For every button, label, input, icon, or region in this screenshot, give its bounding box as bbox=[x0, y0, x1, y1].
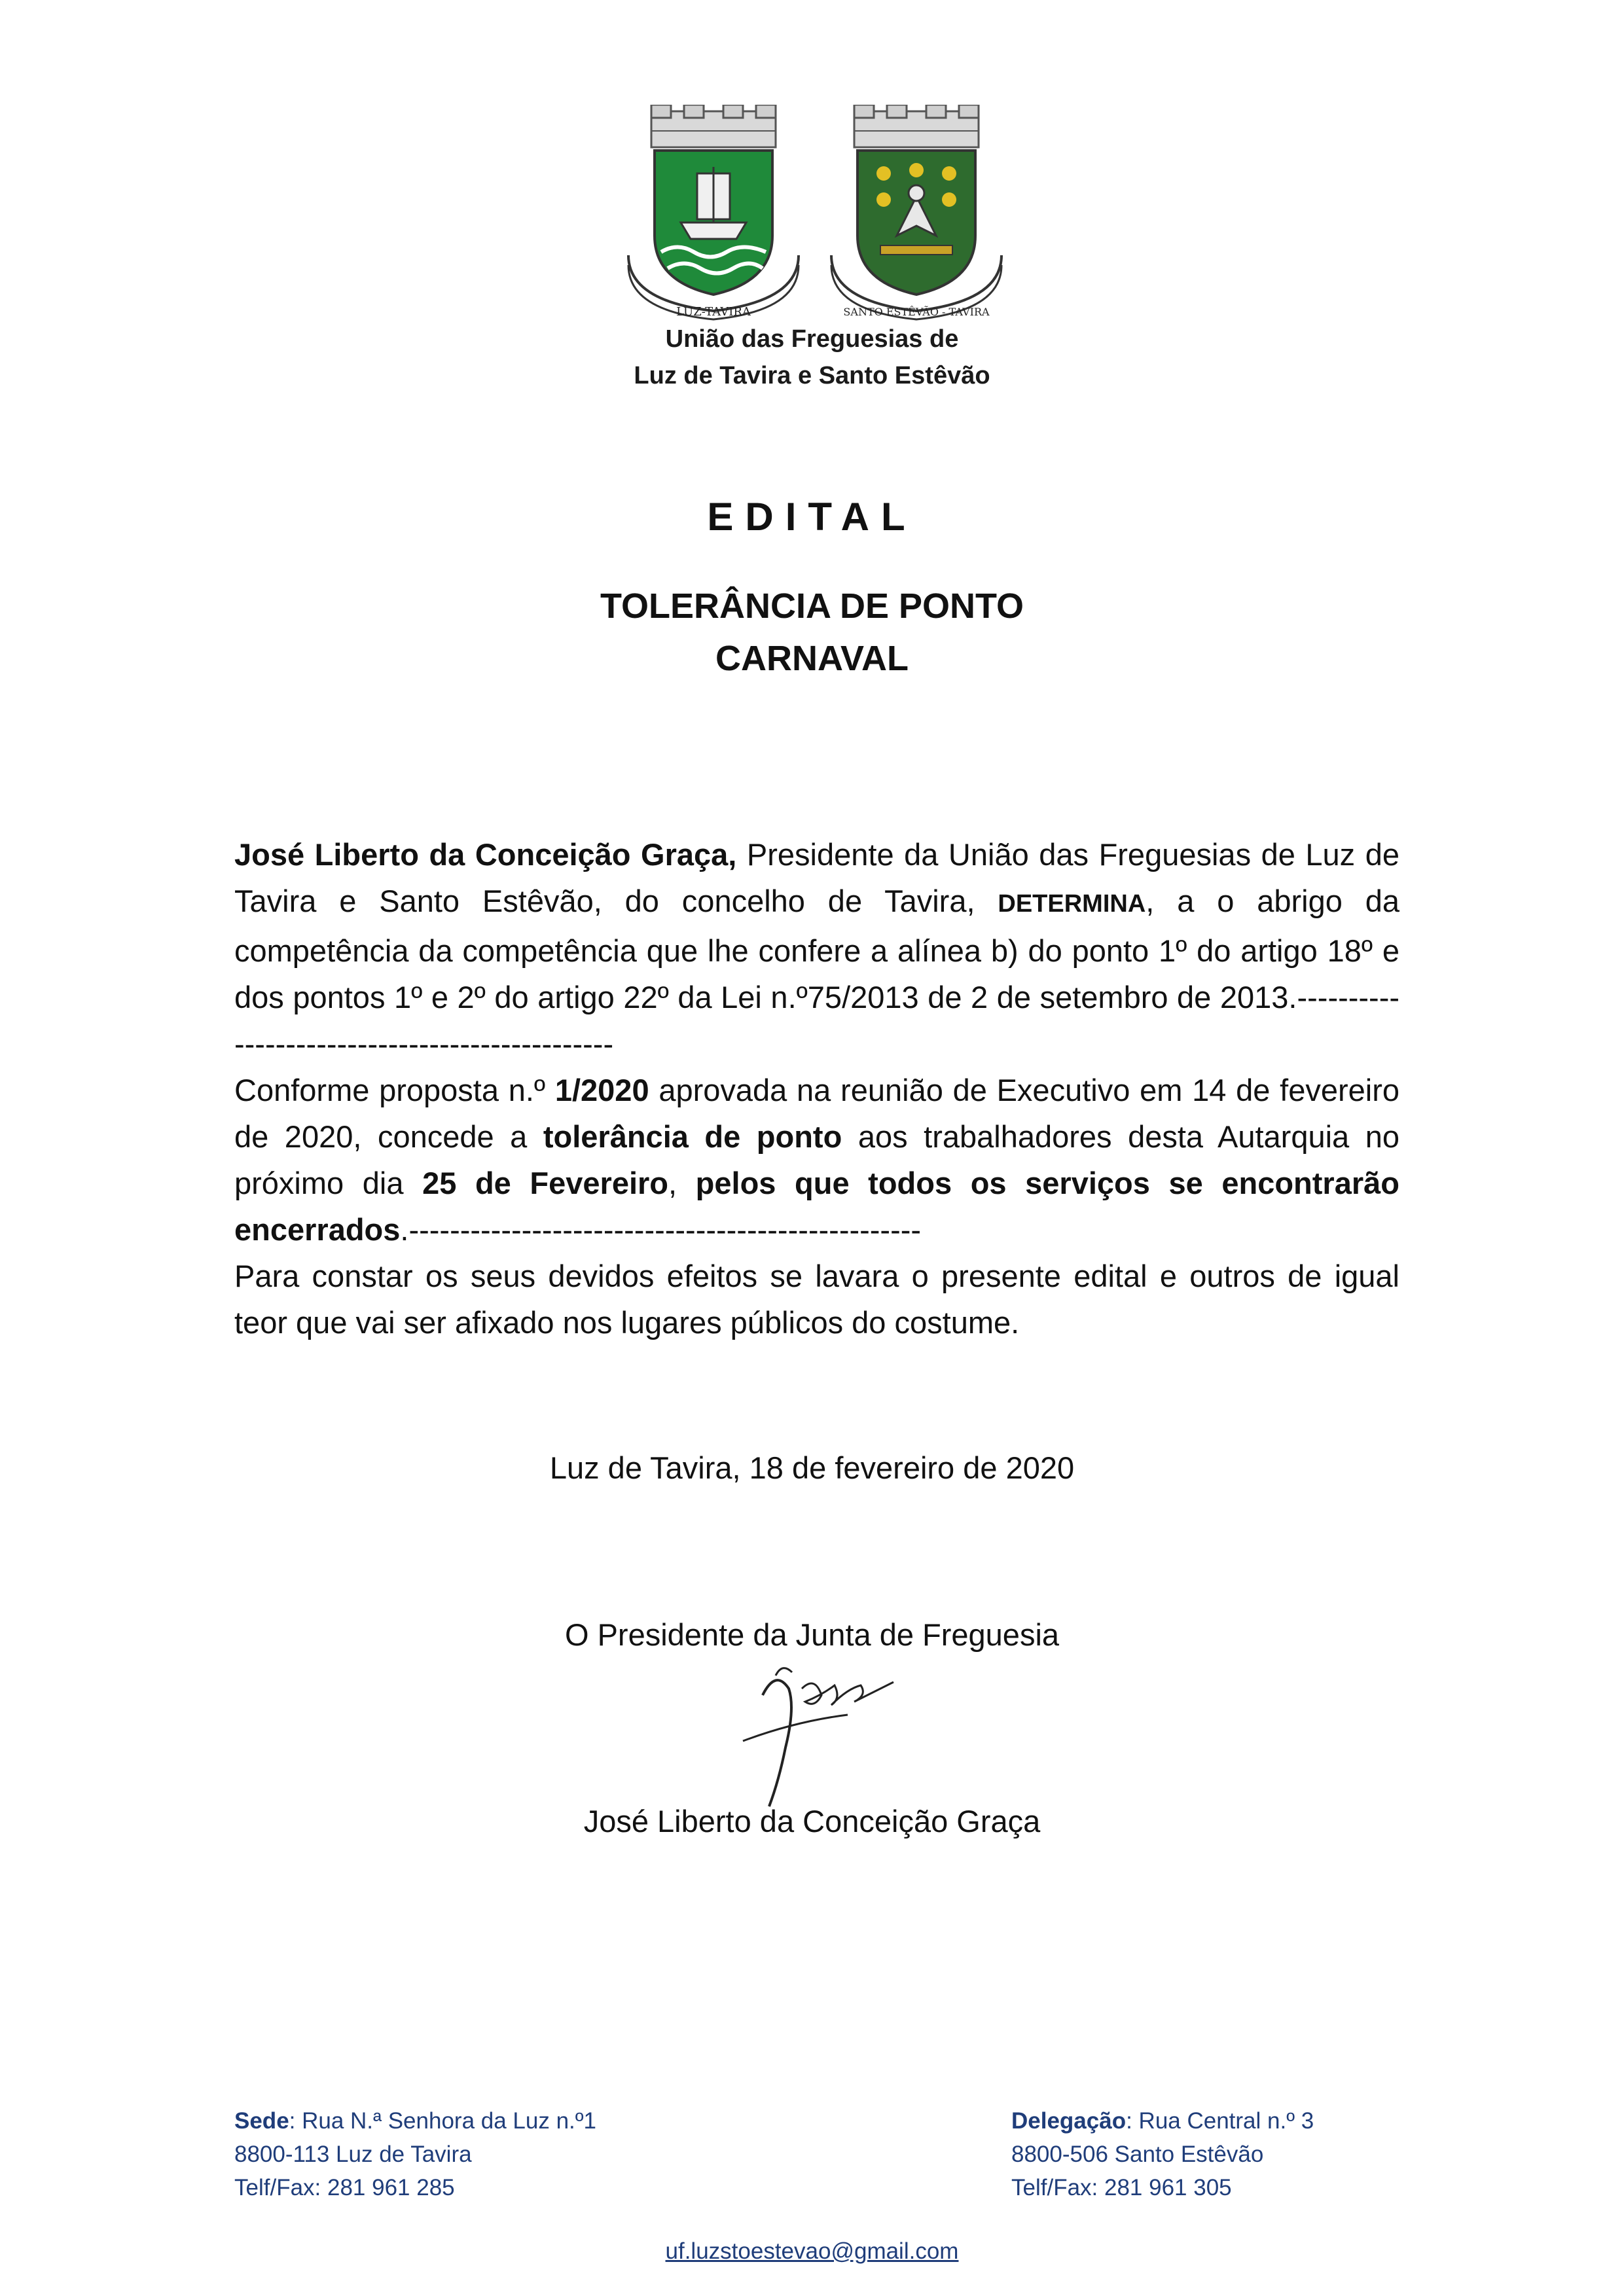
footer-address-line: Sede: Rua N.ª Senhora da Luz n.º1 bbox=[234, 2108, 597, 2134]
svg-text:SANTO ESTÊVÃO - TAVIRA: SANTO ESTÊVÃO - TAVIRA bbox=[843, 306, 990, 318]
document-subtitle-line2: CARNAVAL bbox=[715, 639, 909, 678]
paragraph-text: Presidente da União das Freguesias de Luz de Tavira e Santo Estêvão, do concelho de Tavira, bbox=[234, 837, 1399, 918]
email-link[interactable]: uf.luzstoestevao@gmail.com bbox=[665, 2238, 959, 2264]
paragraph-text: Conforme proposta n.º bbox=[234, 1073, 555, 1107]
footer-label: Delegação bbox=[1011, 2108, 1127, 2134]
footer-phone-line: Telf/Fax: 281 961 285 bbox=[234, 2175, 455, 2200]
footer-headquarters bbox=[234, 2104, 596, 2204]
footer-label: Sede bbox=[234, 2108, 289, 2134]
tolerance-term: tolerância de ponto bbox=[543, 1119, 842, 1154]
coats-of-arms bbox=[615, 105, 1021, 321]
president-name: José Liberto da Conceição Graça, bbox=[234, 837, 737, 872]
organization-name-line2: Luz de Tavira e Santo Estêvão bbox=[634, 362, 990, 389]
paragraph-text: , bbox=[668, 1166, 696, 1200]
signatory-title: O Presidente da Junta de Freguesia bbox=[564, 1617, 1060, 1652]
paragraph-text: aprovada na reunião de Executivo em 14 de fevereiro de 2020, concede a bbox=[234, 1073, 1399, 1154]
footer-email-row bbox=[0, 2238, 1624, 2265]
document-title: EDITAL bbox=[707, 495, 917, 539]
luz-tavira-crest-icon bbox=[615, 105, 812, 321]
determina-keyword: DETERMINA bbox=[998, 890, 1146, 918]
paragraph-publication: Para constar os seus devidos efeitos se lavara o presente edital e outros de igual teor que vai ser afixado nos lugares públicos do costume. bbox=[234, 1259, 1399, 1340]
santo-estevao-crest-icon bbox=[818, 105, 1015, 321]
tolerance-date: 25 de Fevereiro bbox=[422, 1166, 669, 1200]
organization-name-line1: União das Freguesias de bbox=[665, 325, 959, 353]
footer-postal-line: 8800-113 Luz de Tavira bbox=[234, 2142, 472, 2167]
services-closed-notice: pelos que todos os serviços se encontrarão encerrados bbox=[234, 1166, 1399, 1247]
paragraph-text: .-------------------------------------------------- bbox=[400, 1212, 922, 1247]
footer-postal-line: 8800-506 Santo Estêvão bbox=[1011, 2142, 1264, 2167]
signatory-name: José Liberto da Conceição Graça bbox=[583, 1804, 1041, 1839]
paragraph-determination bbox=[234, 831, 1399, 1067]
footer-address-line: Delegação: Rua Central n.º 3 bbox=[1011, 2108, 1314, 2134]
document-body bbox=[234, 831, 1399, 1346]
svg-text:LUZ-TAVIRA: LUZ-TAVIRA bbox=[676, 305, 751, 319]
place-and-date: Luz de Tavira, 18 de fevereiro de 2020 bbox=[549, 1450, 1075, 1485]
proposal-number: 1/2020 bbox=[554, 1073, 649, 1107]
paragraph-proposal bbox=[234, 1067, 1399, 1253]
document-subtitle-line1: TOLERÂNCIA DE PONTO bbox=[600, 586, 1024, 626]
paragraph-text: , a o abrigo da competência da competência que lhe confere a alínea b) do ponto 1º do artigo 18º e dos pontos 1º e 2º do artigo 22º da Lei n.º75/2013 de 2 de setembro de 2013.----------------------------------------------- bbox=[234, 884, 1399, 1061]
paragraph-text: aos trabalhadores desta Autarquia no próximo dia bbox=[234, 1119, 1399, 1200]
footer-delegation bbox=[1011, 2104, 1314, 2204]
handwritten-signature bbox=[717, 1649, 913, 1813]
footer-phone-line: Telf/Fax: 281 961 305 bbox=[1011, 2175, 1232, 2200]
